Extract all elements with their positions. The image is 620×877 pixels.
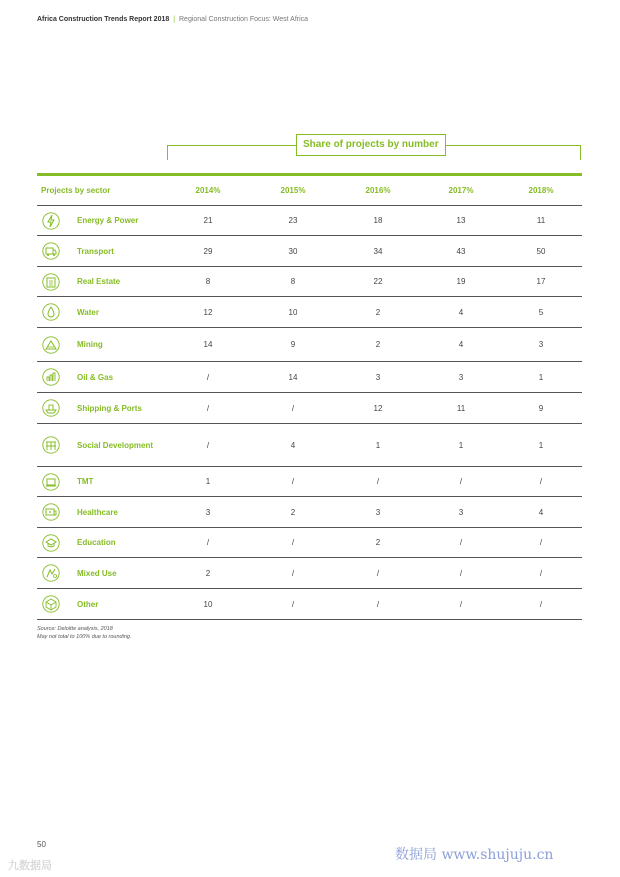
table-row	[37, 467, 582, 497]
value-cell: /	[459, 538, 463, 547]
value-cell: 2	[205, 568, 211, 578]
value-cell: 22	[373, 277, 383, 286]
value-cell: 3	[458, 507, 464, 517]
value-cell: /	[206, 372, 210, 382]
watermark-left: 九数据局	[8, 860, 52, 872]
sector-label: Education	[77, 538, 116, 547]
value-cell: 3	[375, 372, 381, 382]
lightning-icon	[42, 212, 60, 230]
value-cell: 19	[456, 277, 466, 286]
value-cell: 2	[375, 538, 381, 547]
value-cell: 50	[536, 246, 546, 256]
table-row	[37, 424, 582, 467]
watermark-right: 数据局 www.shujuju.cn	[395, 847, 554, 863]
sector-cell	[37, 424, 162, 466]
value-cell: /	[539, 599, 543, 609]
shipping-icon	[42, 399, 60, 417]
table-row	[37, 297, 582, 328]
value-cell: /	[376, 568, 380, 578]
sector-cell	[37, 558, 162, 588]
value-cell: 4	[458, 307, 464, 317]
table-row	[37, 206, 582, 236]
value-cell: /	[206, 538, 210, 547]
value-cell: 1	[205, 477, 211, 486]
value-cell: 9	[290, 340, 296, 349]
value-cell: 3	[458, 372, 464, 382]
value-cell: 11	[536, 216, 546, 225]
value-cell: 9	[538, 403, 544, 413]
year-header-2017: 2017%	[448, 186, 474, 195]
value-cell: /	[539, 538, 543, 547]
value-cell: /	[206, 440, 210, 450]
value-cell: 3	[538, 340, 544, 349]
table-row	[37, 328, 582, 362]
sector-label: Social Development	[77, 440, 154, 450]
table-row	[37, 528, 582, 558]
value-cell: /	[459, 568, 463, 578]
sector-label: TMT	[77, 477, 94, 486]
table-header-row	[37, 176, 582, 206]
ambulance-icon	[42, 503, 60, 521]
sector-label: Healthcare	[77, 507, 118, 517]
value-cell: 4	[458, 340, 464, 349]
value-cell: 14	[203, 340, 213, 349]
value-cell: 1	[538, 440, 544, 450]
value-cell: 13	[456, 216, 466, 225]
sector-label: Transport	[77, 246, 114, 256]
table-row	[37, 393, 582, 424]
table-row	[37, 558, 582, 589]
value-cell: 3	[375, 507, 381, 517]
value-cell: 2	[375, 307, 381, 317]
year-header-2014: 2014%	[195, 186, 221, 195]
sector-cell	[37, 328, 162, 361]
sector-cell	[37, 297, 162, 327]
value-cell: 10	[203, 599, 213, 609]
value-cell: /	[291, 477, 295, 486]
sector-label: Mining	[77, 340, 103, 349]
value-cell: 4	[538, 507, 544, 517]
sector-label: Real Estate	[77, 277, 121, 286]
sector-label: Oil & Gas	[77, 372, 114, 382]
value-cell: 43	[456, 246, 466, 256]
graduation-cap-icon	[42, 534, 60, 552]
social-icon	[42, 436, 60, 454]
sector-cell	[37, 206, 162, 235]
value-cell: 3	[205, 507, 211, 517]
truck-icon	[42, 242, 60, 260]
sector-column-header: Projects by sector	[41, 186, 111, 195]
sector-cell	[37, 236, 162, 266]
value-cell: /	[291, 538, 295, 547]
value-cell: 11	[456, 403, 466, 413]
value-cell: 29	[203, 246, 213, 256]
sector-label: Shipping & Ports	[77, 403, 142, 413]
value-cell: 12	[203, 307, 213, 317]
value-cell: /	[459, 477, 463, 486]
year-header-2018: 2018%	[528, 186, 554, 195]
year-header-2015: 2015%	[280, 186, 306, 195]
source-note	[37, 625, 131, 641]
value-cell: /	[206, 403, 210, 413]
value-cell: 21	[203, 216, 213, 225]
laptop-icon	[42, 473, 60, 491]
value-cell: 1	[458, 440, 464, 450]
value-cell: 30	[288, 246, 298, 256]
value-cell: /	[376, 599, 380, 609]
oil-gas-icon	[42, 368, 60, 386]
page-number: 50	[37, 840, 46, 849]
value-cell: 4	[290, 440, 296, 450]
value-cell: 12	[373, 403, 383, 413]
value-cell: 5	[538, 307, 544, 317]
table-row	[37, 267, 582, 297]
value-cell: 17	[536, 277, 546, 286]
water-drop-icon	[42, 303, 60, 321]
sector-cell	[37, 267, 162, 296]
report-subtitle: Regional Construction Focus: West Africa	[179, 16, 309, 23]
value-cell: 10	[288, 307, 298, 317]
value-cell: /	[539, 477, 543, 486]
year-header-2016: 2016%	[365, 186, 391, 195]
mixed-use-icon	[42, 564, 60, 582]
value-cell: 18	[373, 216, 383, 225]
value-cell: 1	[538, 372, 544, 382]
source-line: Source: Deloitte analysis, 2018	[37, 626, 113, 632]
value-cell: 23	[288, 216, 298, 225]
sector-label: Other	[77, 599, 99, 609]
value-cell: /	[291, 568, 295, 578]
cube-icon	[42, 595, 60, 613]
header-separator: |	[173, 16, 176, 23]
value-cell: 2	[290, 507, 296, 517]
value-cell: 2	[375, 340, 381, 349]
value-cell: /	[291, 599, 295, 609]
value-cell: 8	[205, 277, 211, 286]
sector-cell	[37, 528, 162, 557]
running-header	[37, 16, 308, 23]
sector-cell	[37, 362, 162, 392]
value-cell: /	[376, 477, 380, 486]
mining-icon	[42, 336, 60, 354]
value-cell: 1	[375, 440, 381, 450]
sector-label: Mixed Use	[77, 568, 117, 578]
sector-cell	[37, 497, 162, 527]
group-heading: Share of projects by number	[296, 134, 446, 156]
table-row	[37, 236, 582, 267]
sector-cell	[37, 589, 162, 619]
value-cell: 8	[290, 277, 296, 286]
value-cell: 14	[288, 372, 298, 382]
table-row	[37, 589, 582, 620]
value-cell: /	[539, 568, 543, 578]
table-row	[37, 362, 582, 393]
rounding-line: May not total to 100% due to rounding.	[37, 634, 132, 640]
sector-cell	[37, 467, 162, 496]
table-row	[37, 497, 582, 528]
sector-label: Energy & Power	[77, 216, 139, 225]
value-cell: /	[459, 599, 463, 609]
sector-table	[37, 176, 582, 620]
sector-label: Water	[77, 307, 99, 317]
value-cell: /	[291, 403, 295, 413]
sector-cell	[37, 393, 162, 423]
building-icon	[42, 273, 60, 291]
report-title: Africa Construction Trends Report 2018	[37, 16, 170, 23]
value-cell: 34	[373, 246, 383, 256]
